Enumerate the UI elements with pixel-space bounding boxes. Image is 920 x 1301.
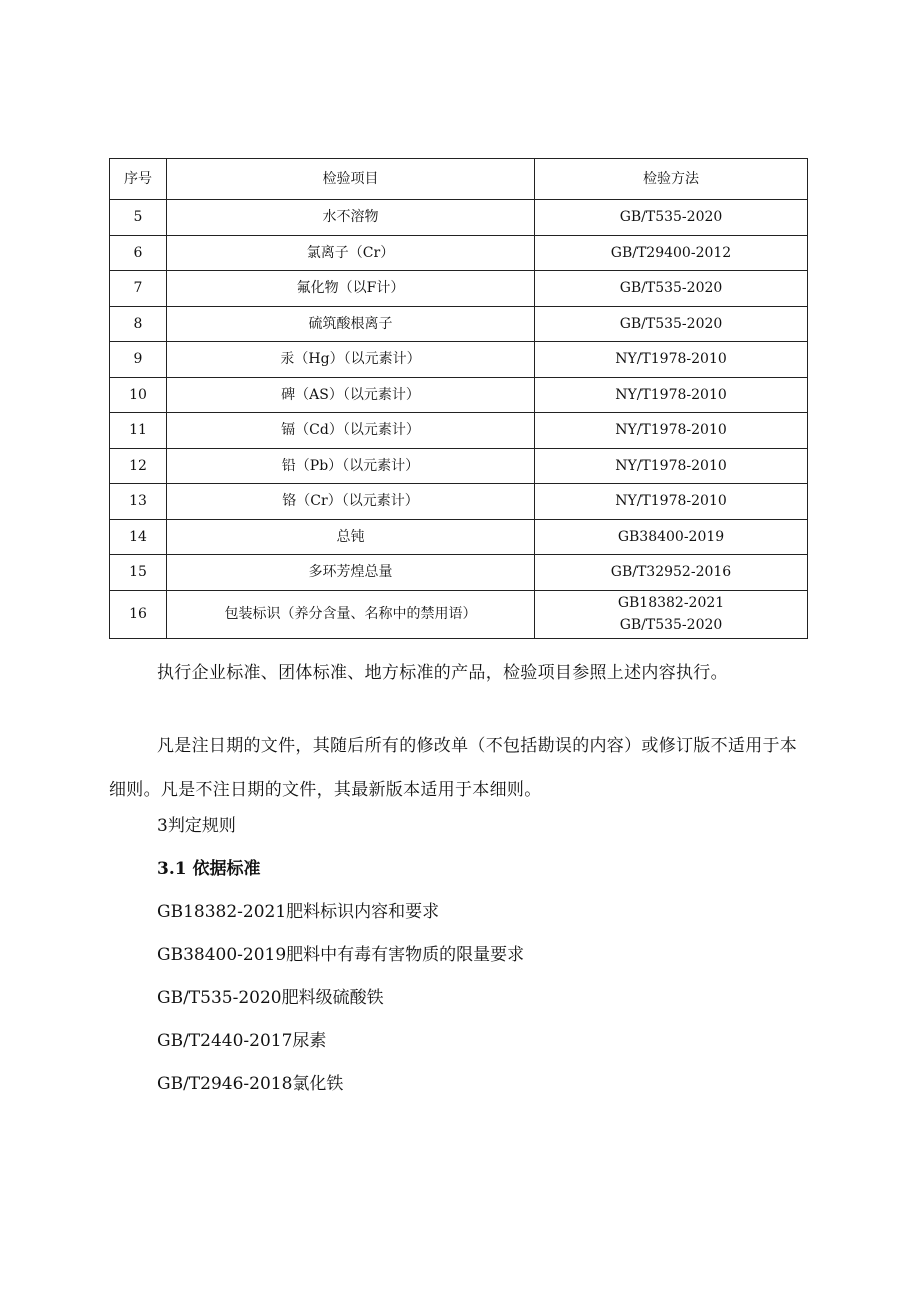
row-no: 8 [110,306,167,342]
row-item: 氟化物（以F计） [167,271,535,307]
section-heading: 3判定规则 [157,816,236,836]
row-item: 碑（AS）（以元素计） [167,377,535,413]
row-method: GB/T535-2020 [535,200,808,236]
row-no: 10 [110,377,167,413]
row-no: 6 [110,235,167,271]
row-method: GB/T535-2020 [535,306,808,342]
row-item: 包装标识（养分含量、名称中的禁用语） [167,590,535,638]
row-method: NY/T1978-2010 [535,377,808,413]
standard-item: GB/T2440-2017尿素 [157,1031,327,1051]
row-item: 铬（Cr）（以元素计） [167,484,535,520]
row-method: GB/T29400-2012 [535,235,808,271]
row-item: 汞（Hg）（以元素计） [167,342,535,378]
table-row [110,519,808,555]
table-row [110,413,808,449]
row-no: 12 [110,448,167,484]
row-method: GB38400-2019 [535,519,808,555]
row-item: 铅（Pb）（以元素计） [167,448,535,484]
row-no: 9 [110,342,167,378]
method-line: GB/T535-2020 [619,617,723,633]
table-row [110,484,808,520]
row-no: 13 [110,484,167,520]
standard-item: GB/T535-2020肥料级硫酸铁 [157,988,384,1008]
row-no: 16 [110,590,167,638]
row-no: 14 [110,519,167,555]
row-no: 7 [110,271,167,307]
table-row [110,448,808,484]
row-method [535,590,808,638]
row-method: NY/T1978-2010 [535,448,808,484]
subsection-heading: 3.1 依据标准 [157,859,261,879]
standard-item: GB18382-2021肥料标识内容和要求 [157,902,440,922]
table-row [110,377,808,413]
row-no: 15 [110,555,167,591]
row-method: NY/T1978-2010 [535,342,808,378]
inspection-table [109,158,808,639]
table-row [110,342,808,378]
row-item: 硫筑酸根离子 [167,306,535,342]
paragraph-dated-documents: 凡是注日期的文件，其随后所有的修改单（不包括勘误的内容）或修订版不适用于本细则。凡是不注日期的文件，其最新版本适用于本细则。 [109,736,798,800]
table-header-row [110,159,808,200]
standard-item: GB38400-2019肥料中有毒有害物质的限量要求 [157,945,525,965]
row-item: 水不溶物 [167,200,535,236]
standard-item: GB/T2946-2018氯化铁 [157,1074,344,1094]
table-row [110,235,808,271]
table-row [110,555,808,591]
table-row [110,590,808,638]
table-row [110,306,808,342]
row-no: 5 [110,200,167,236]
row-item: 总钝 [167,519,535,555]
row-method: NY/T1978-2010 [535,413,808,449]
row-no: 11 [110,413,167,449]
row-item: 多环芳煌总量 [167,555,535,591]
paragraph-standards-note: 执行企业标准、团体标准、地方标准的产品，检验项目参照上述内容执行。 [157,663,728,683]
header-no: 序号 [110,159,167,200]
table-row [110,200,808,236]
row-item: 氯离子（Cr） [167,235,535,271]
row-method: GB/T32952-2016 [535,555,808,591]
header-item: 检验项目 [167,159,535,200]
table-row [110,271,808,307]
row-method: GB/T535-2020 [535,271,808,307]
header-method: 检验方法 [535,159,808,200]
row-item: 镉（Cd）（以元素计） [167,413,535,449]
method-line: GB18382-2021 [617,595,725,611]
row-method: NY/T1978-2010 [535,484,808,520]
